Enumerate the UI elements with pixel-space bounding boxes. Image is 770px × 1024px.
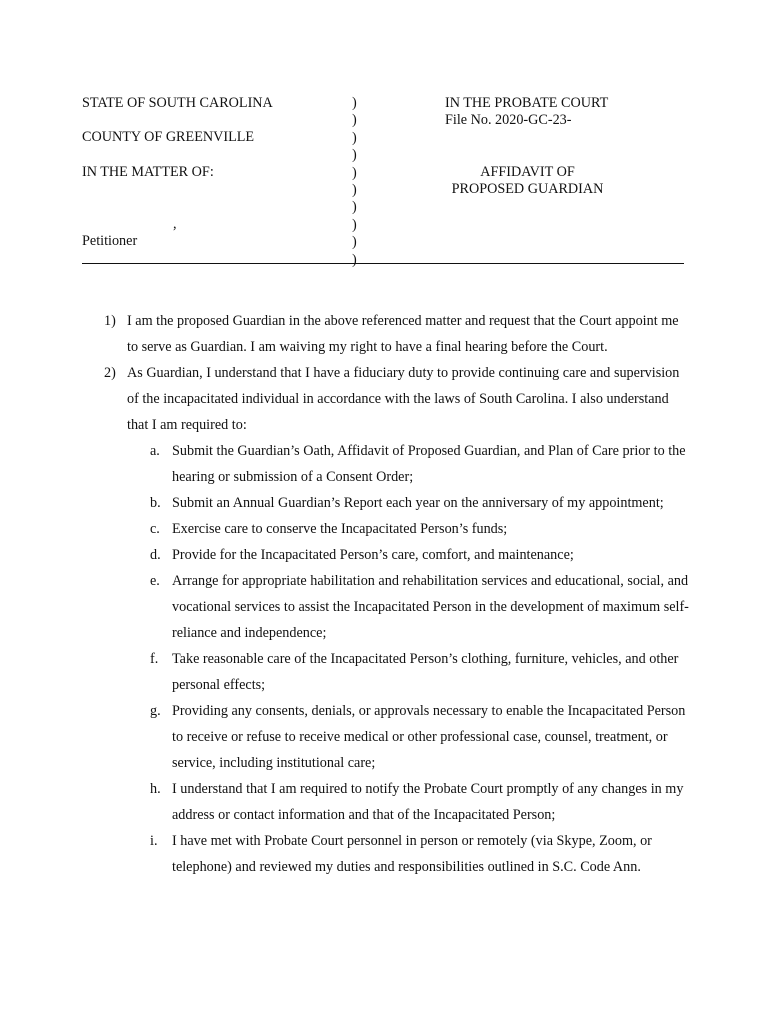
sub-item-letter: b. (150, 495, 161, 511)
caption-rule-left (82, 263, 358, 264)
sub-item-text: Submit an Annual Guardian’s Report each year on the anniversary of my appointment; (172, 495, 664, 511)
item-text: I am the proposed Guardian in the above referenced matter and request that the Court appoint me to serve as Guardian. I am waiving my right to have a final hearing before the Court. (127, 313, 679, 355)
paren: ) (352, 251, 357, 268)
caption-rule-right (358, 263, 684, 264)
sub-item-text: Submit the Guardian’s Oath, Affidavit of Proposed Guardian, and Plan of Care prior to the hearing or submission of a Consent Order; (172, 443, 686, 485)
county-line: COUNTY OF GREENVILLE (82, 129, 255, 145)
paren: ) (352, 181, 357, 198)
paren: ) (352, 164, 357, 181)
affidavit-body (82, 308, 692, 880)
sub-item-text: Provide for the Incapacitated Person’s care, comfort, and maintenance; (172, 547, 574, 563)
sub-item-text: Providing any consents, denials, or approvals necessary to enable the Incapacitated Person to receive or refuse to receive medical or other professional case, counsel, treatment, or service, including institutional care; (172, 703, 686, 771)
party-name-comma: , (173, 216, 177, 232)
sub-item-text: I understand that I am required to notify the Probate Court promptly of any changes in my address or contact information and that of the Incapacitated Person; (172, 781, 684, 823)
caption-parentheses (352, 95, 364, 269)
list-item (82, 360, 692, 438)
paren: ) (352, 129, 357, 146)
sub-item (82, 490, 692, 516)
sub-item (82, 776, 692, 828)
sub-item (82, 828, 692, 880)
list-item (82, 308, 692, 360)
sub-item (82, 438, 692, 490)
title-line-1: AFFIDAVIT OF (480, 164, 575, 180)
title-line-2: PROPOSED GUARDIAN (451, 181, 604, 198)
sub-item-text: Exercise care to conserve the Incapacitated Person’s funds; (172, 521, 508, 537)
sub-item (82, 646, 692, 698)
sub-item-letter: g. (150, 703, 161, 719)
file-number: File No. 2020-GC-23- (445, 112, 572, 129)
sub-item-letter: e. (150, 573, 160, 589)
sub-item-text: Take reasonable care of the Incapacitated Person’s clothing, furniture, vehicles, and other personal effects; (172, 651, 679, 693)
matter-line: IN THE MATTER OF: (82, 164, 214, 180)
petitioner-label: Petitioner (82, 233, 138, 249)
document-title (445, 164, 610, 199)
sub-item-text: I have met with Probate Court personnel in person or remotely (via Skype, Zoom, or telephone) and reviewed my duties and responsibilities outlined in S.C. Code Ann. (172, 833, 652, 875)
item-number: 1) (104, 313, 116, 329)
sub-item-letter: d. (150, 547, 161, 563)
paren: ) (352, 95, 357, 111)
paren: ) (352, 234, 357, 251)
sub-item (82, 568, 692, 646)
sub-item-text: Arrange for appropriate habilitation and rehabilitation services and educational, social, and vocational services to assist the Incapacitated Person in the development of maximum self-reliance and independence; (172, 573, 689, 641)
court-name: IN THE PROBATE COURT (445, 95, 609, 111)
paren: ) (352, 112, 357, 129)
state-line: STATE OF SOUTH CAROLINA (82, 95, 273, 111)
caption-right (445, 95, 685, 130)
sub-item-letter: f. (150, 651, 159, 667)
sub-item-letter: c. (150, 521, 160, 537)
sub-item-letter: a. (150, 443, 160, 459)
paren: ) (352, 199, 357, 216)
sub-item (82, 542, 692, 568)
sub-item-letter: h. (150, 781, 161, 797)
sub-item (82, 516, 692, 542)
item-number: 2) (104, 365, 116, 381)
item-text: As Guardian, I understand that I have a fiduciary duty to provide continuing care and supervision of the incapacitated individual in accordance with the laws of South Carolina. I also understand that I am required to: (127, 365, 680, 433)
sub-item-letter: i. (150, 833, 158, 849)
paren: ) (352, 216, 357, 233)
paren: ) (352, 147, 357, 164)
sub-item (82, 698, 692, 776)
